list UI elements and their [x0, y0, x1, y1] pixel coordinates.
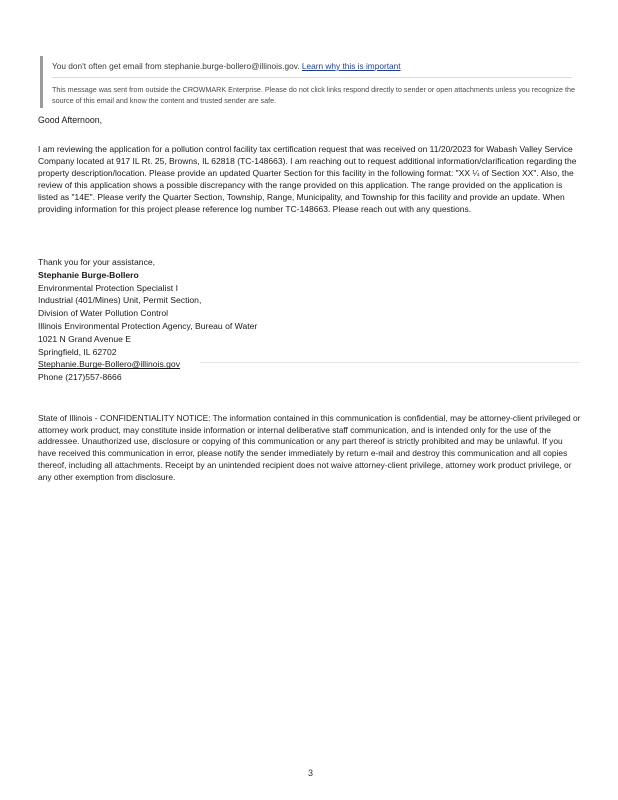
- banner-divider: [52, 77, 572, 78]
- signature-email-link[interactable]: Stephanie.Burge-Bollero@illinois.gov: [38, 359, 181, 370]
- signature-agency: Illinois Environmental Protection Agency, Bureau of Water: [38, 320, 258, 331]
- sender-notice-text: You don't often get email from stephanie.burge-bollero@illinois.gov.: [52, 61, 300, 71]
- signature-phone: Phone (217)557-8666: [38, 372, 122, 383]
- page-number: 3: [308, 768, 314, 778]
- email-signature: [38, 256, 257, 384]
- confidentiality-notice: State of Illinois - CONFIDENTIALITY NOTICE: The information contained in this communication is confidential, may be attorney-client privileged or attorney work product, may constitute inside information or internal deliberative staff communication, and is intended only for the use of the addressee. Unauthorized use, disclosure or copying of this communication or any part thereof is strictly prohibited and may be unlawful. If you have received this communication in error, please notify the sender immediately by return e-mail and destroy this communication and all copies thereof, including all attachments. Receipt by an unintended recipient does not waive attorney-client privilege, attorney work product privilege, or any other exemption from disclosure.: [38, 413, 581, 482]
- signature-division: Division of Water Pollution Control: [38, 308, 169, 319]
- greeting: Good Afternoon,: [38, 115, 103, 125]
- signature-thanks: Thank you for your assistance,: [38, 257, 156, 267]
- signature-name: Stephanie Burge-Bollero: [38, 269, 139, 280]
- signature-city: Springfield, IL 62702: [38, 346, 117, 357]
- signature-street: 1021 N Grand Avenue E: [38, 333, 132, 344]
- learn-why-link[interactable]: Learn why this is important: [301, 61, 401, 71]
- email-sender-notice: [52, 61, 582, 71]
- scan-artifact-rule: [200, 362, 580, 363]
- signature-title: Environmental Protection Specialist I: [38, 282, 178, 293]
- body-paragraph: I am reviewing the application for a pollution control facility tax certification request that was received on 11/20/2023 for Wabash Valley Service Company located at 917 IL Rt. 25, Browns, IL 62818 (TC-148663). I am reaching out to request additional information/clarification regarding the property description/location. Please provide an updated Quarter Section for this facility in the following format: "XX ¼ of Section XX". Also, the review of this application shows a possible discrepancy with the range provided on this application. The range provided on the application is listed as "14E". Please verify the Quarter Section, Township, Range, Municipality, and Township for this facility and provide an update. When providing information for this project please reference log number TC-148663. Please reach out with any questions.: [38, 144, 577, 214]
- external-sender-banner-bar: [40, 56, 43, 108]
- signature-unit: Industrial (401/Mines) Unit, Permit Section,: [38, 295, 202, 306]
- external-sender-warning: This message was sent from outside the CROWMARK Enterprise. Please do not click links respond directly to sender or open attachments unless you recognize the source of this email and know the content and trusted sender are safe.: [52, 85, 575, 105]
